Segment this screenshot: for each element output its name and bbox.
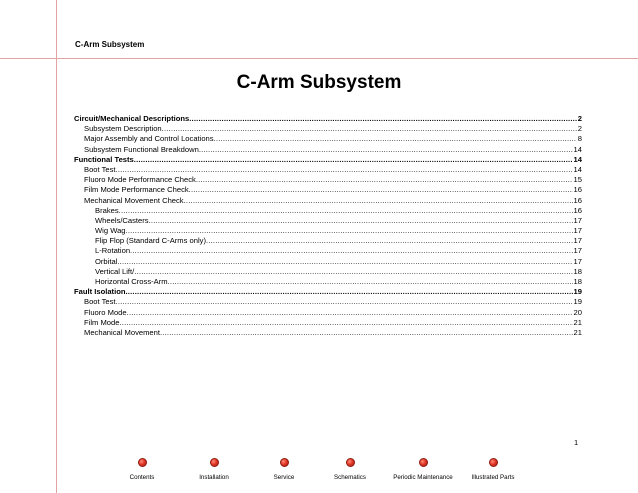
toc-entry[interactable] xyxy=(74,114,582,124)
toc-entry-page: 14 xyxy=(573,154,582,164)
nav-button-installation[interactable] xyxy=(174,458,254,481)
toc-entry-page: 17 xyxy=(573,226,582,236)
toc-leader-dots xyxy=(199,145,573,155)
toc-entry[interactable] xyxy=(74,145,582,155)
toc-leader-dots xyxy=(189,114,577,124)
nav-label: Illustrated Parts xyxy=(471,474,515,481)
toc-entry-label: Fluoro Mode Performance Check xyxy=(84,175,196,185)
toc-entry-page: 17 xyxy=(573,215,582,225)
toc-entry[interactable] xyxy=(74,206,582,216)
toc-entry[interactable] xyxy=(74,246,582,256)
toc-entry-label: Brakes xyxy=(95,205,119,215)
toc-leader-dots xyxy=(214,134,577,144)
toc-entry-page: 19 xyxy=(573,297,582,307)
toc-entry-label: Film Mode Performance Check xyxy=(84,185,189,195)
nav-label: Contents xyxy=(129,474,155,481)
toc-leader-dots xyxy=(196,175,573,185)
toc-entry-page: 16 xyxy=(573,205,582,215)
toc-leader-dots xyxy=(119,318,572,328)
table-of-contents xyxy=(74,114,582,338)
footer-navigation xyxy=(0,458,638,488)
nav-button-illustrated-parts[interactable] xyxy=(453,458,533,481)
nav-label: Installation xyxy=(199,474,229,481)
page-title: C-Arm Subsystem xyxy=(236,72,402,93)
toc-entry-page: 17 xyxy=(573,236,582,246)
nav-bullet-icon[interactable] xyxy=(280,458,289,467)
toc-entry-page: 21 xyxy=(573,327,582,337)
toc-leader-dots xyxy=(206,236,573,246)
running-header: C-Arm Subsystem xyxy=(75,40,145,49)
toc-entry-page: 14 xyxy=(573,164,582,174)
toc-entry[interactable] xyxy=(74,236,582,246)
toc-leader-dots xyxy=(160,328,573,338)
toc-entry-label: Fluoro Mode xyxy=(84,307,127,317)
toc-entry-page: 2 xyxy=(577,114,582,123)
toc-entry-label: Vertical Lift/ xyxy=(95,266,135,276)
toc-entry-label: Fault Isolation xyxy=(74,287,126,297)
toc-leader-dots xyxy=(116,297,573,307)
toc-leader-dots xyxy=(184,196,573,206)
toc-entry-label: Boot Test xyxy=(84,297,116,307)
nav-bullet-icon[interactable] xyxy=(489,458,498,467)
toc-entry-page: 14 xyxy=(573,144,582,154)
toc-entry-page: 21 xyxy=(573,317,582,327)
toc-entry-label: Horizontal Cross-Arm xyxy=(95,277,168,286)
toc-entry[interactable] xyxy=(74,328,582,338)
toc-entry[interactable] xyxy=(74,267,582,277)
toc-leader-dots xyxy=(130,246,573,256)
toc-entry-label: Flip Flop (Standard C-Arms only) xyxy=(95,236,206,246)
toc-leader-dots xyxy=(126,226,573,236)
toc-entry[interactable] xyxy=(74,277,582,287)
toc-leader-dots xyxy=(116,165,573,175)
nav-button-schematics[interactable] xyxy=(310,458,390,481)
toc-entry-page: 8 xyxy=(577,134,582,144)
nav-label: Periodic Maintenance xyxy=(393,474,453,481)
toc-entry[interactable] xyxy=(74,155,582,165)
toc-entry[interactable] xyxy=(74,175,582,185)
toc-entry-page: 2 xyxy=(577,124,582,134)
toc-entry[interactable] xyxy=(74,297,582,307)
toc-entry[interactable] xyxy=(74,216,582,226)
toc-leader-dots xyxy=(127,308,573,318)
toc-entry-label: Mechanical Movement xyxy=(84,327,160,337)
toc-leader-dots xyxy=(119,206,573,216)
toc-entry-label: Boot Test xyxy=(84,164,116,174)
toc-entry-label: L-Rotation xyxy=(95,246,131,256)
toc-entry-label: Major Assembly and Control Locations xyxy=(84,134,214,144)
toc-leader-dots xyxy=(125,287,572,297)
toc-entry[interactable] xyxy=(74,308,582,318)
toc-entry-page: 15 xyxy=(573,175,582,185)
toc-entry-label: Functional Tests xyxy=(74,154,134,164)
nav-button-contents[interactable] xyxy=(102,458,182,481)
toc-entry-page: 16 xyxy=(573,195,582,205)
page-number: 1 xyxy=(574,438,579,447)
toc-entry-label: Wheels/Casters xyxy=(95,215,149,225)
toc-entry-page: 16 xyxy=(573,185,582,195)
toc-entry[interactable] xyxy=(74,257,582,267)
toc-entry-page: 17 xyxy=(573,246,582,256)
nav-label: Service xyxy=(273,474,295,481)
toc-entry-label: Mechanical Movement Check xyxy=(84,195,184,205)
header-rule-horizontal xyxy=(0,58,638,59)
toc-leader-dots xyxy=(134,267,572,277)
toc-leader-dots xyxy=(162,124,577,134)
toc-entry-label: Film Mode xyxy=(84,317,120,327)
toc-leader-dots xyxy=(149,216,573,226)
toc-entry[interactable] xyxy=(74,226,582,236)
nav-bullet-icon[interactable] xyxy=(210,458,219,467)
toc-entry-label: Subsystem Description xyxy=(84,124,162,134)
nav-button-periodic-maintenance[interactable] xyxy=(383,458,463,481)
toc-entry-page: 18 xyxy=(573,266,582,276)
toc-entry[interactable] xyxy=(74,196,582,206)
toc-entry-label: Orbital xyxy=(95,256,118,266)
toc-entry-page: 20 xyxy=(573,307,582,317)
toc-leader-dots xyxy=(134,155,573,165)
toc-entry[interactable] xyxy=(74,318,582,328)
toc-leader-dots xyxy=(117,257,572,267)
toc-entry[interactable] xyxy=(74,124,582,134)
nav-bullet-icon[interactable] xyxy=(346,458,355,467)
toc-entry-label: Circuit/Mechanical Descriptions xyxy=(74,114,190,123)
toc-leader-dots xyxy=(189,185,573,195)
toc-entry-page: 17 xyxy=(573,256,582,266)
toc-entry[interactable] xyxy=(74,134,582,144)
nav-bullet-icon[interactable] xyxy=(138,458,147,467)
toc-entry-label: Wig Wag xyxy=(95,226,126,236)
toc-entry-page: 19 xyxy=(573,287,582,297)
toc-leader-dots xyxy=(168,277,573,287)
toc-entry[interactable] xyxy=(74,165,582,175)
nav-bullet-icon[interactable] xyxy=(419,458,428,467)
toc-entry[interactable] xyxy=(74,185,582,195)
toc-entry-page: 18 xyxy=(573,277,582,286)
toc-entry-label: Subsystem Functional Breakdown xyxy=(84,144,199,154)
nav-label: Schematics xyxy=(334,474,366,481)
toc-entry[interactable] xyxy=(74,287,582,297)
